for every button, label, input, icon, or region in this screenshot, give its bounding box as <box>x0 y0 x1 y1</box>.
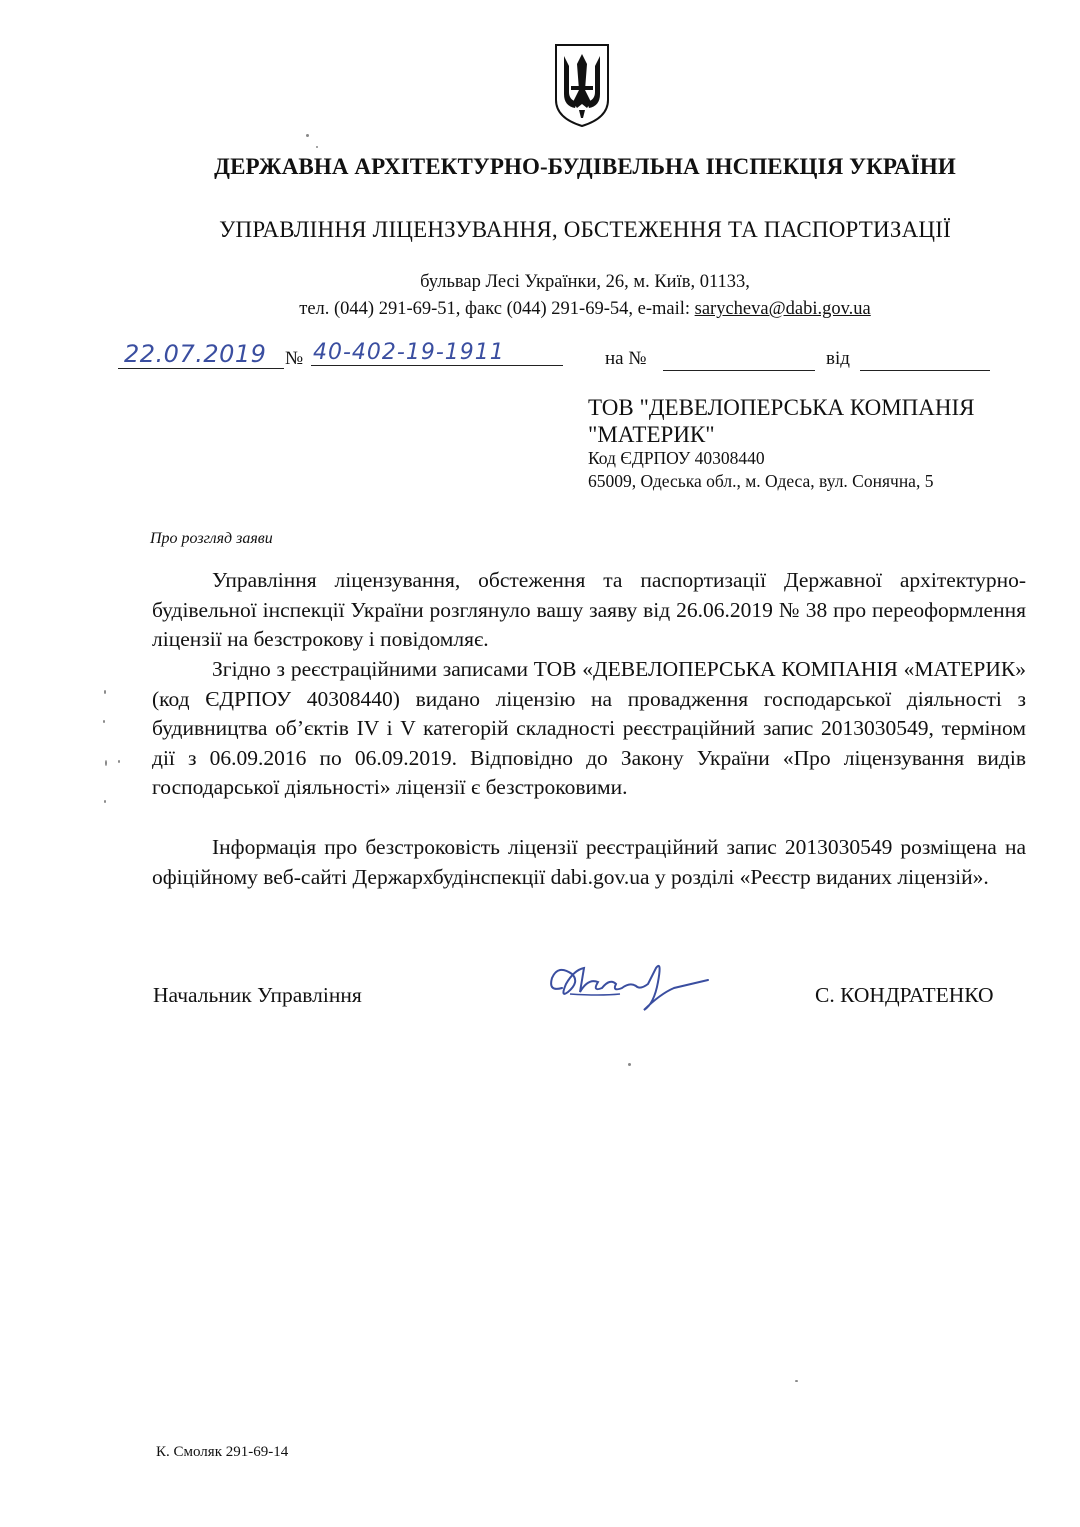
from-label: від <box>826 348 850 369</box>
signatory-title: Начальник Управління <box>153 983 362 1007</box>
signatory-name: С. КОНДРАТЕНКО <box>815 983 994 1007</box>
ref-number-sign: № <box>285 348 304 369</box>
on-number-blank <box>663 348 815 371</box>
ref-number-handwritten: 40-402-19-1911 <box>311 340 563 366</box>
body-paragraph-3: Інформація про безстроковість ліцензії реєстраційний запис 2013030549 розміщена на офіційному веб-сайті Держархбудінспекції dabi.gov.ua у розділі «Реєстр виданих ліцензій». <box>152 835 1026 889</box>
address-line: бульвар Лесі Українки, 26, м. Київ, 01133, <box>420 272 750 292</box>
executor-note: К. Смоляк 291-69-14 <box>156 1444 289 1460</box>
subject-line: Про розгляд заяви <box>150 530 273 547</box>
recipient-name: ТОВ "ДЕВЕЛОПЕРСЬКА КОМПАНІЯ "МАТЕРИК" <box>588 395 975 447</box>
recipient-address: 65009, Одеська обл., м. Одеса, вул. Сонячна, 5 <box>588 471 934 491</box>
email-link[interactable]: sarycheva@dabi.gov.ua <box>694 299 871 319</box>
organization-title: ДЕРЖАВНА АРХІТЕКТУРНО-БУДІВЕЛЬНА ІНСПЕКЦІЯ УКРАЇНИ <box>214 154 956 179</box>
contacts-text: тел. (044) 291-69-51, факс (044) 291-69-54, e-mail: <box>299 299 695 319</box>
from-date-blank <box>860 348 990 371</box>
on-number-label: на № <box>605 348 647 369</box>
reference-line <box>118 340 998 380</box>
body-paragraph-1: Управління ліцензування, обстеження та паспортизації Державної архітектурно-будівельної інспекції України розглянуло вашу заяву від 26.06.2019 № 38 про переоформлення ліцензії на безстрокову і повідомляє. <box>152 568 1026 652</box>
handwritten-signature-icon <box>540 948 710 1018</box>
body-paragraph-2: Згідно з реєстраційними записами ТОВ «ДЕВЕЛОПЕРСЬКА КОМПАНІЯ «МАТЕРИК» (код ЄДРПОУ 40308440) видано ліцензію на провадження господарської діяльності з будивництва об’єктів IV і V категорій складності реєстраційний запис 2013030549, терміном дії з 06.09.2016 по 06.09.2019. Відповідно до Закону України «Про ліцензування видів господарської діяльності» ліцензії є безстроковими. <box>152 657 1026 800</box>
department-title: УПРАВЛІННЯ ЛІЦЕНЗУВАННЯ, ОБСТЕЖЕННЯ ТА ПАСПОРТИЗАЦІЇ <box>219 217 951 242</box>
contacts-line <box>0 299 1080 320</box>
trident-coat-of-arms-icon <box>553 42 611 128</box>
recipient-code: Код ЄДРПОУ 40308440 <box>588 448 765 468</box>
ref-date-handwritten: 22.07.2019 <box>118 340 284 369</box>
